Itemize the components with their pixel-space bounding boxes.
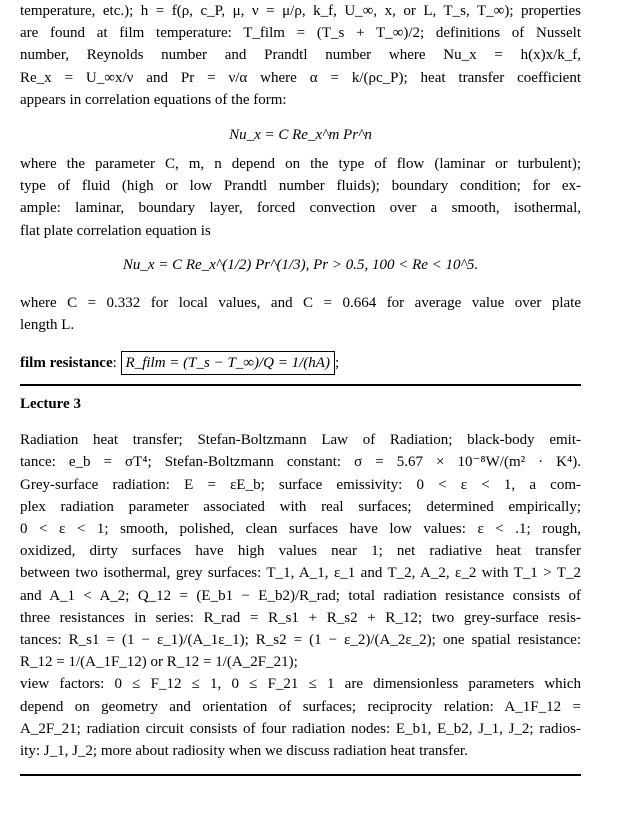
film-resistance-line [20,350,581,376]
document-page [20,0,581,776]
text-line: tance: e_b = σT⁴; Stefan-Boltzmann constant: σ = 5.67 × 10⁻⁸W/(m² · K⁴). [20,454,581,471]
text-line: Grey-surface radiation: E = εE_b; surface emissivity: 0 < ε < 1, a com- [20,476,581,493]
text-line: temperature, etc.); h = f(ρ, c_P, μ, ν = μ/ρ, k_f, U_∞, x, or L, T_s, T_∞); properties [20,3,581,19]
text-line: ample: laminar, boundary layer, forced convection over a smooth, isothermal, [20,200,581,217]
text-line: between two isothermal, grey surfaces: T_1, A_1, ε_1 and T_2, A_2, ε_2 with T_1 > T_2 [20,565,581,582]
text-line: Re_x = U_∞x/ν and Pr = ν/α where α = k/(ρc_P); heat transfer coefficient [20,69,581,86]
film-resistance-colon: : [112,355,117,372]
section-divider-bottom [20,774,581,776]
flow-parameter-paragraph [20,153,581,242]
constants-paragraph [20,292,581,336]
text-line: are found at film temperature: T_film = (T_s + T_∞)/2; definitions of Nusselt [20,25,581,42]
text-line: plex radiation parameter associated with real surfaces; determined empirically; [20,498,581,515]
text-line: appears in correlation equations of the form: [20,91,287,108]
text-line: oxidized, dirty surfaces have high values near 1; net radiative heat transfer [20,543,581,560]
section-divider-top [20,384,581,386]
text-line: where the parameter C, m, n depend on the type of flow (laminar or turbulent); [20,156,581,173]
text-line: length L. [20,317,75,334]
text-line: and A_1 < A_2; Q_12 = (E_b1 − E_b2)/R_rad; total radiation resistance consists of [20,587,581,604]
film-resistance-trailing: ; [334,355,340,372]
text-line: tances: R_s1 = (1 − ε_1)/(A_1ε_1); R_s2 = (1 − ε_2)/(A_2ε_2); one spatial resistance: [20,632,581,649]
text-line: type of fluid (high or low Prandtl number fluids); boundary condition; for ex- [20,178,581,195]
text-line: where C = 0.332 for local values, and C = 0.664 for average value over plate [20,294,581,311]
film-resistance-label: film resistance [20,355,113,372]
film-resistance-formula-box: R_film = (T_s − T_∞)/Q = 1/(hA) [121,351,335,375]
text-line: Radiation heat transfer; Stefan-Boltzmann Law of Radiation; black-body emit- [20,432,581,449]
intro-paragraph [20,0,581,111]
text-line: 0 < ε < 1; smooth, polished, clean surfaces have low values: ε < .1; rough, [20,521,581,538]
nusselt-correlation-equation: Nu_x = C Re_x^m Pr^n [229,127,372,144]
text-line: A_2F_21; radiation circuit consists of four radiation nodes: E_b1, E_b2, J_1, J_2; radios- [20,720,581,737]
text-line: flat plate correlation equation is [20,222,211,239]
flat-plate-correlation-equation: Nu_x = C Re_x^(1/2) Pr^(1/3), Pr > 0.5, 100 < Re < 10^5. [122,256,479,273]
text-line: ity: J_1, J_2; more about radiosity when we discuss radiation heat transfer. [20,743,468,760]
lecture-heading: Lecture 3 [20,396,81,413]
text-line: view factors: 0 ≤ F_12 ≤ 1, 0 ≤ F_21 ≤ 1 are dimensionless parameters which [20,676,581,693]
lecture-paragraph [20,429,581,762]
text-line: number, Reynolds number and Prandtl number where Nu_x = h(x)x/k_f, [20,47,581,64]
text-line: depend on geometry and orientation of surfaces; reciprocity relation: A_1F_12 = [20,698,581,715]
text-line: three resistances in series: R_rad = R_s1 + R_s2 + R_12; two grey-surface resis- [20,609,581,626]
text-line: R_12 = 1/(A_1F_12) or R_12 = 1/(A_2F_21); [20,654,298,671]
